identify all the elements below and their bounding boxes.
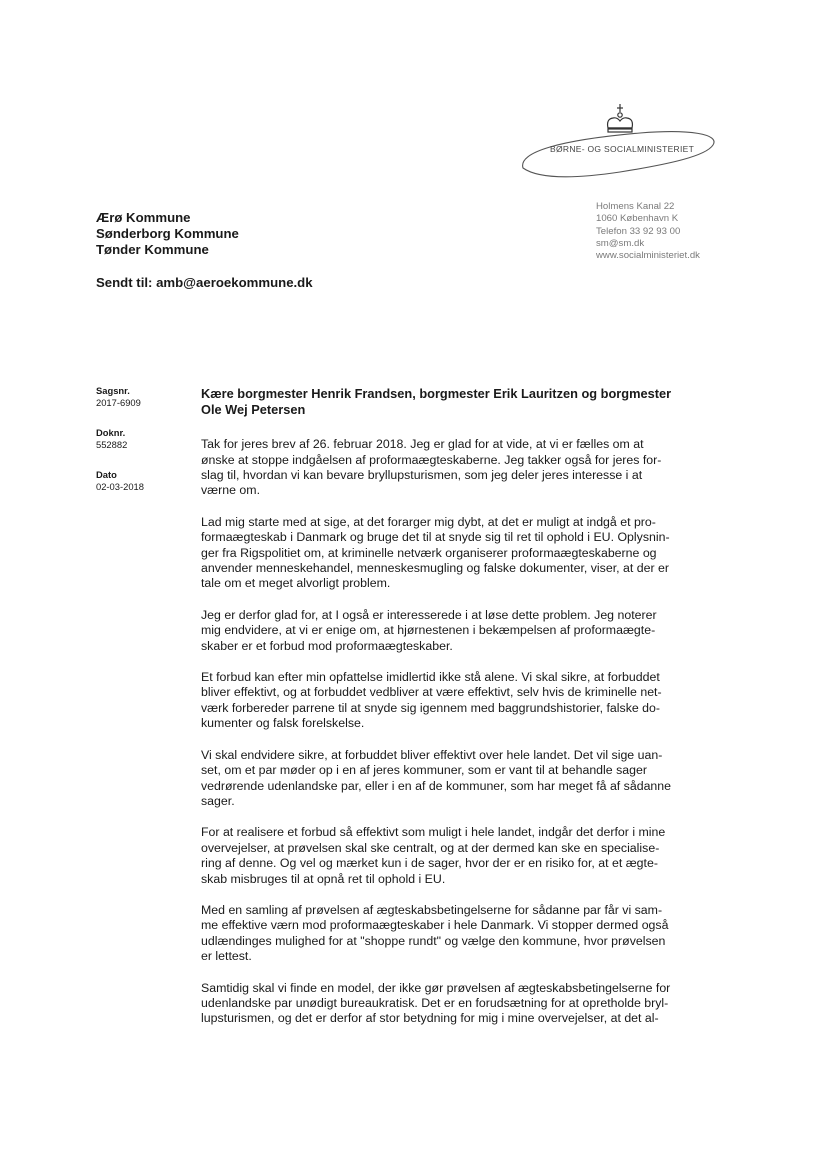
paragraph-line: ger fra Rigspolitiet om, at kriminelle netværk organiserer proformaægteskaberne og [201,545,657,560]
recipient-line: Sønderborg Kommune [96,226,239,241]
letter-paragraph [201,981,721,1027]
sender-address-line: 1060 København K [596,213,679,225]
ministry-name: BØRNE- OG SOCIALMINISTERIET [550,144,695,154]
letter-salutation [201,386,721,417]
paragraph-line: Lad mig starte med at sige, at det forarger mig dybt, at det er muligt at indgå et pro- [201,514,656,529]
paragraph-line: mig endvidere, at vi er enige om, at hjørnestenen i bekæmpelsen af proformaægte- [201,623,656,638]
letter-paragraph [201,825,721,887]
letter-paragraph [201,670,721,732]
paragraph-line: ønske at stoppe indgåelsen af proformaægteskaberne. Jeg takker også for jeres for- [201,452,662,467]
sender-address-line: Holmens Kanal 22 [596,201,675,212]
recipients [96,210,239,258]
paragraph-line: værne om. [201,483,260,498]
letter-paragraph [201,608,721,654]
paragraph-line: lupsturismen, og det er derfor af stor betydning for mig i mine overvejelser, at det al- [201,1011,659,1026]
letter-paragraph [201,903,721,965]
paragraph-line: overvejelser, at prøvelsen skal ske centralt, og at der dermed kan ske en specialise- [201,840,660,855]
paragraph-line: Jeg er derfor glad for, at I også er interesserede i at løse dette problem. Jeg noterer [201,607,657,622]
dato-value: 02-03-2018 [96,481,144,492]
paragraph-line: bliver effektivt, og at forbuddet vedbliver at være effektivt, selv hvis de kriminelle net- [201,685,662,700]
paragraph-line: er lettest. [201,949,252,964]
letter-paragraph [201,748,721,810]
paragraph-line: vedrørende udenlandske par, eller i en af de kommuner, som har meget få af sådanne [201,778,672,793]
paragraph-line: For at realisere et forbud så effektivt som muligt i hele landet, indgår det derfor i mine [201,825,666,840]
paragraph-line: Samtidig skal vi finde en model, der ikke gør prøvelsen af ægteskabsbetingelserne for [201,980,671,995]
salutation-line: Kære borgmester Henrik Frandsen, borgmester Erik Lauritzen og borgmester [201,386,672,401]
paragraph-line: Vi skal endvidere sikre, at forbuddet bliver effektivt over hele landet. Det vil sige uan- [201,747,663,762]
paragraph-line: slag til, hvordan vi kan bevare bryllupsturismen, som jeg deler jeres interesse i at [201,468,643,482]
dato-label: Dato [96,469,117,480]
case-metadata [96,385,144,511]
sender-email: sm@sm.dk [596,237,645,249]
paragraph-line: udenlandske par unødigt bureaukratisk. Det er en forudsætning for at opretholde bryl- [201,995,669,1010]
paragraph-line: set, om et par møder op i en af jeres kommuner, som er vant til at behandle sager [201,763,647,778]
paragraph-line: anvender menneskehandel, menneskesmugling og falske dokumenter, viser, at der er [201,561,669,576]
crown-icon [608,104,633,132]
sender-address [596,201,700,262]
paragraph-line: tale om et meget alvorligt problem. [201,576,391,591]
metadata-dato [96,469,144,493]
paragraph-line: formaægteskab i Danmark og bruge det til at snyde sig til ret til ophold i EU. Oplysnin- [201,530,670,545]
letter-paragraph [201,515,721,592]
paragraph-line: skaber er et forbud mod proformaægteskaber. [201,638,453,653]
sent-to-line: Sendt til: amb@aeroekommune.dk [96,275,313,290]
paragraph-line: ring af denne. Og vel og mærket kun i de sager, hvor der er en risiko for, at et ægte- [201,856,658,871]
paragraph-line: kumenter og falsk forelskelse. [201,716,365,731]
paragraph-line: Med en samling af prøvelsen af ægteskabsbetingelserne for sådanne par får vi sam- [201,902,663,917]
sender-website: www.socialministeriet.dk [596,250,700,262]
paragraph-line: me effektive værn mod proformaægteskaber i hele Danmark. Vi stopper dermed også [201,918,669,933]
recipient-line: Ærø Kommune [96,210,191,225]
paragraph-line: Tak for jeres brev af 26. februar 2018. Jeg er glad for at vide, at vi er fælles om at [201,437,644,452]
paragraph-line: Et forbud kan efter min opfattelse imidlertid ikke stå alene. Vi skal sikre, at forbuddet [201,670,660,685]
letter-body [201,386,721,1043]
paragraph-line: værk forbereder parrene til at snyde sig igennem med baggrundshistorier, falske do- [201,700,661,715]
ministry-logo [520,100,730,190]
metadata-sagsnr [96,385,144,409]
sagsnr-label: Sagsnr. [96,385,130,396]
paragraph-line: skab misbruges til at opnå ret til ophold i EU. [201,871,446,886]
sender-phone: Telefon 33 92 93 00 [596,225,681,237]
letter-paragraph [201,437,721,499]
sagsnr-value: 2017-6909 [96,397,141,408]
doknr-label: Doknr. [96,427,126,438]
doknr-value: 552882 [96,439,128,450]
salutation-line: Ole Wej Petersen [201,401,306,417]
letter-paragraphs [201,437,721,1027]
metadata-doknr [96,427,144,451]
recipient-line: Tønder Kommune [96,242,209,257]
paragraph-line: udlændinges mulighed for at "shoppe rundt" og vælge den kommune, hvor prøvelsen [201,933,666,948]
paragraph-line: sager. [201,793,235,808]
